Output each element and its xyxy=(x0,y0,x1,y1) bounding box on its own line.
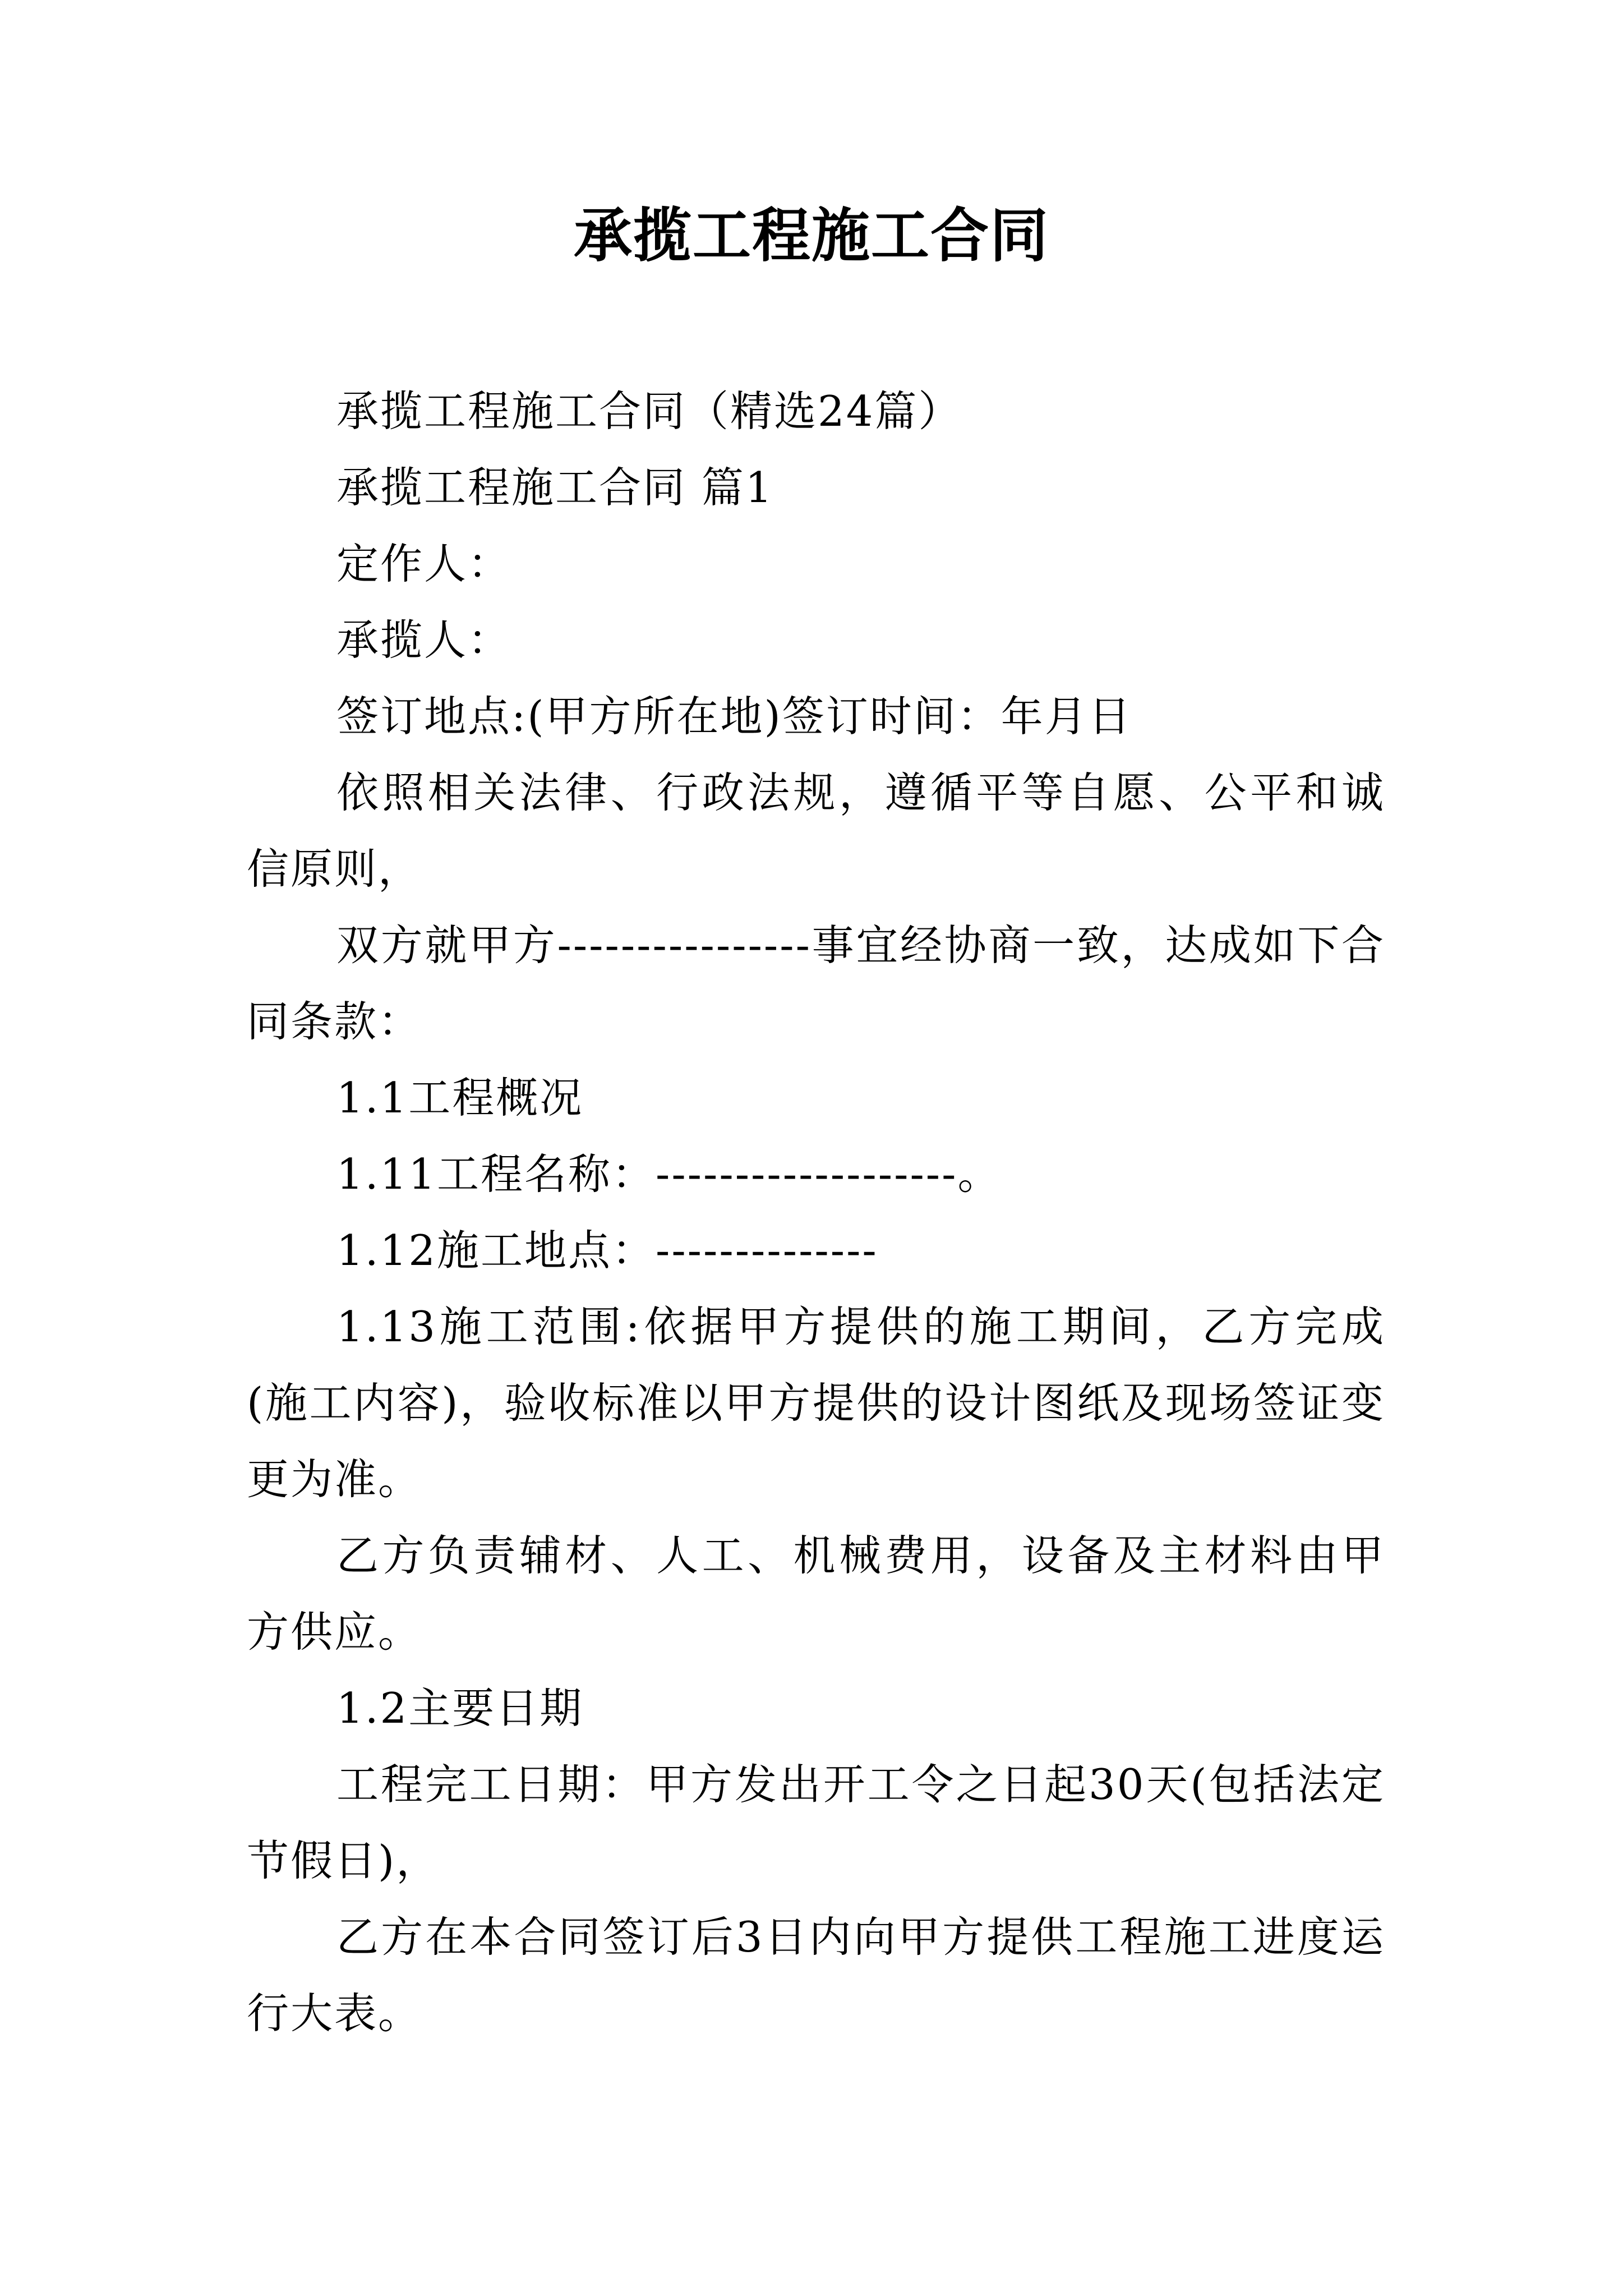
paragraph-contractor: 承揽人： xyxy=(336,615,512,665)
paragraph-completion-date: 工程完工日期：甲方发出开工令之日起30天(包括法定节假日)， xyxy=(247,1760,1385,1885)
paragraph-clause-1-12: 1.12施工地点：-------------- xyxy=(336,1226,878,1275)
paragraph-clause-1-1: 1.1工程概况 xyxy=(336,1073,584,1122)
paragraph-signing-info: 签订地点:(甲方所在地)签订时间：年月日 xyxy=(336,692,1132,741)
paragraph-materials: 乙方负责辅材、人工、机械费用，设备及主材料由甲方供应。 xyxy=(247,1531,1385,1657)
paragraph-heading: 承揽工程施工合同（精选24篇） xyxy=(336,386,962,436)
paragraph-clause-1-11: 1.11工程名称：-------------------。 xyxy=(336,1149,1002,1199)
paragraph-principles: 依照相关法律、行政法规，遵循平等自愿、公平和诚信原则， xyxy=(247,768,1385,894)
document-body xyxy=(247,373,1385,2051)
document-title: 承揽工程施工合同 xyxy=(573,201,1049,270)
paragraph-orderer: 定作人： xyxy=(336,539,512,588)
paragraph-clause-1-13: 1.13施工范围:依据甲方提供的施工期间，乙方完成(施工内容)，验收标准以甲方提供的设计图纸及现场签证变更为准。 xyxy=(247,1302,1385,1504)
paragraph-agreement: 双方就甲方----------------事宜经协商一致，达成如下合同条款： xyxy=(247,921,1385,1046)
paragraph-section-title: 承揽工程施工合同 篇1 xyxy=(336,463,774,512)
paragraph-schedule: 乙方在本合同签订后3日内向甲方提供工程施工进度运行大表。 xyxy=(247,1912,1385,2038)
paragraph-clause-1-2: 1.2主要日期 xyxy=(336,1683,584,1733)
